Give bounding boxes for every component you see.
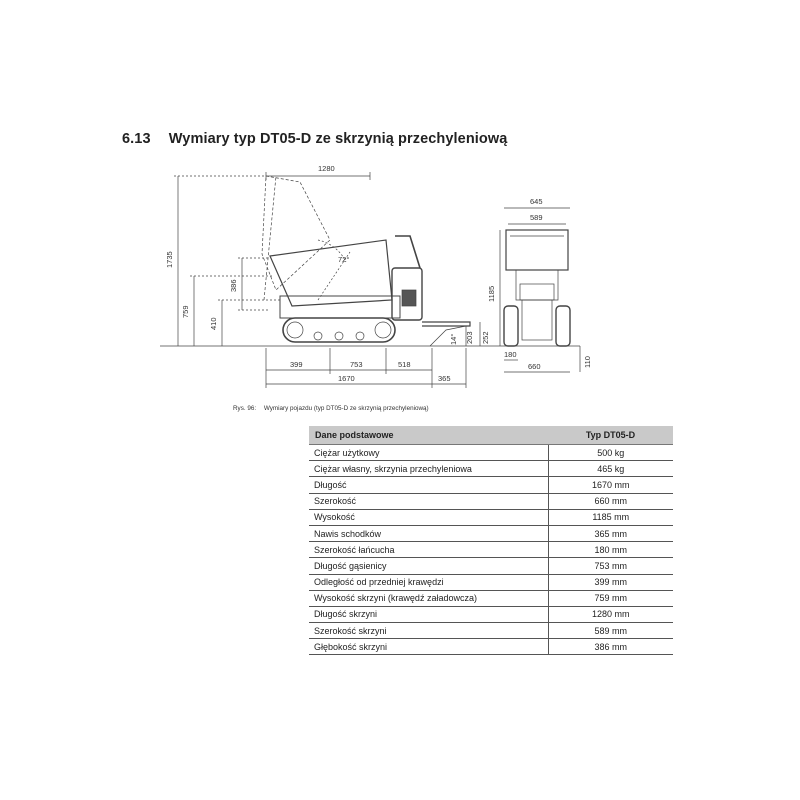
cell-param: Szerokość: [309, 493, 548, 509]
table-row: [309, 477, 673, 493]
cell-param: Ciężar własny, skrzynia przechyleniowa: [309, 461, 548, 477]
label-step-overhang: 365: [438, 374, 451, 383]
tipped-box-outline: [262, 176, 330, 290]
tipped-box-edge: [264, 176, 276, 300]
cell-value: 759 mm: [548, 590, 673, 606]
table-row: [309, 445, 673, 461]
caption-text: Wymiary pojazdu (typ DT05-D ze skrzynią przechyleniową): [263, 405, 429, 412]
table-row: [309, 542, 673, 558]
label-length: 1670: [338, 374, 355, 383]
cell-value: 386 mm: [548, 639, 673, 655]
table-row: [309, 509, 673, 525]
figure-caption: [233, 405, 429, 412]
roller: [314, 332, 322, 340]
cell-param: Ciężar użytkowy: [309, 445, 548, 461]
control-handle: [395, 236, 420, 268]
cell-value: 465 kg: [548, 461, 673, 477]
track: [283, 318, 395, 342]
table-row: [309, 574, 673, 590]
track-wheel: [287, 322, 303, 338]
label-tipped-height: 410: [209, 317, 218, 330]
label-step-angle: 14°: [449, 333, 458, 345]
label-width: 660: [528, 362, 541, 371]
caption-label: Rys. 96:: [233, 405, 257, 412]
header-param: Dane podstawowe: [309, 426, 548, 445]
track-wheel: [375, 322, 391, 338]
label-front-height: 1185: [487, 285, 496, 302]
step-ramp: [430, 326, 466, 346]
cell-param: Głębokość skrzyni: [309, 639, 548, 655]
dumper-front-view: [504, 230, 570, 346]
cell-param: Długość skrzyni: [309, 606, 548, 622]
cell-value: 399 mm: [548, 574, 673, 590]
table-row: [309, 606, 673, 622]
cell-value: 589 mm: [548, 623, 673, 639]
chassis: [280, 296, 400, 318]
cell-param: Szerokość skrzyni: [309, 623, 548, 639]
cell-value: 1185 mm: [548, 509, 673, 525]
label-front-overhang: 399: [290, 360, 303, 369]
front-track-left: [504, 306, 518, 346]
front-center: [522, 300, 552, 340]
table-row: [309, 461, 673, 477]
specs-table: [309, 426, 673, 655]
label-step-height-a: 203: [465, 331, 474, 344]
label-loading-edge: 759: [181, 305, 190, 318]
label-box-width: 589: [530, 213, 543, 222]
table-row: [309, 525, 673, 541]
engine-grille: [402, 290, 416, 306]
cell-param: Długość gąsienicy: [309, 558, 548, 574]
cell-value: 660 mm: [548, 493, 673, 509]
label-total-height: 1735: [165, 251, 174, 268]
roller: [335, 332, 343, 340]
cell-param: Wysokość: [309, 509, 548, 525]
label-tilt-angle: 72°: [338, 255, 350, 264]
table-row: [309, 639, 673, 655]
label-clearance: 110: [583, 356, 592, 368]
cell-param: Długość: [309, 477, 548, 493]
cell-param: Szerokość łańcucha: [309, 542, 548, 558]
label-step-height-b: 252: [481, 331, 490, 344]
header-value: Typ DT05-D: [548, 426, 673, 445]
section-title: Wymiary typ DT05-D ze skrzynią przechyleniową: [168, 131, 508, 147]
label-box-length: 1280: [318, 164, 335, 173]
table-header-row: [309, 426, 673, 445]
front-track-right: [556, 306, 570, 346]
cell-value: 1280 mm: [548, 606, 673, 622]
step-platform: [422, 322, 470, 326]
dumper-side-view: [262, 176, 470, 342]
front-frame: [516, 270, 558, 300]
cell-param: Odległość od przedniej krawędzi: [309, 574, 548, 590]
label-track-width: 180: [504, 350, 517, 359]
cell-param: Wysokość skrzyni (krawędź załadowcza): [309, 590, 548, 606]
section-number: 6.13: [122, 131, 151, 147]
table-row: [309, 623, 673, 639]
table-row: [309, 493, 673, 509]
table-row: [309, 558, 673, 574]
label-overall-width: 645: [530, 197, 543, 206]
cell-value: 365 mm: [548, 525, 673, 541]
cell-value: 500 kg: [548, 445, 673, 461]
cell-value: 180 mm: [548, 542, 673, 558]
roller: [356, 332, 364, 340]
table-row: [309, 590, 673, 606]
cell-value: 753 mm: [548, 558, 673, 574]
cell-value: 1670 mm: [548, 477, 673, 493]
cell-param: Nawis schodków: [309, 525, 548, 541]
label-rear-section: 518: [398, 360, 411, 369]
label-box-depth: 386: [229, 279, 238, 292]
label-track-length: 753: [350, 360, 363, 369]
front-engine: [520, 284, 554, 300]
